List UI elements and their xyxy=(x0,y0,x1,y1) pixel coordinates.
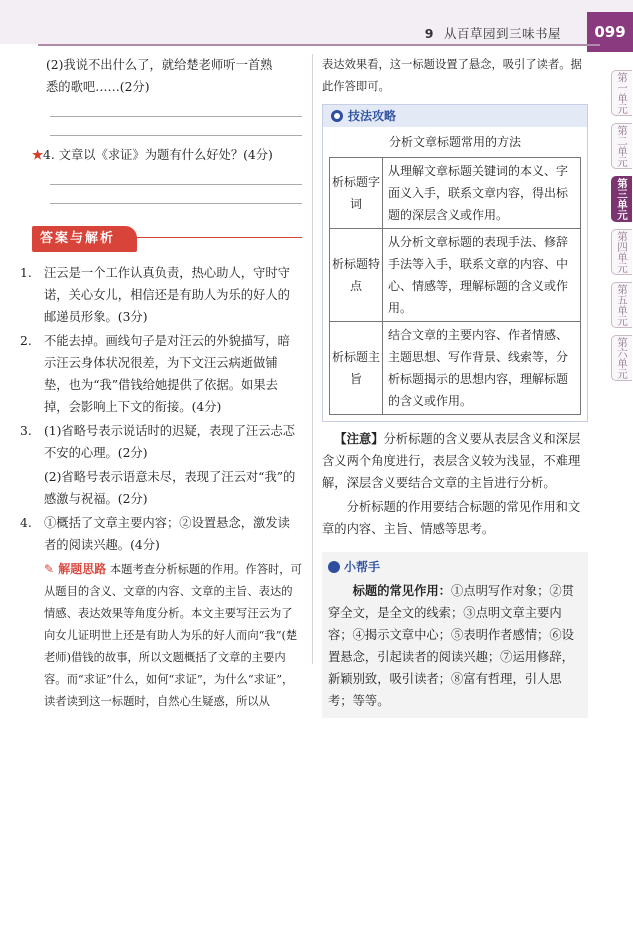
tab-unit-2[interactable]: 第二单元 xyxy=(611,123,632,169)
running-header xyxy=(425,24,561,42)
question-2-line-2: 悉的歌吧……(2分) xyxy=(46,80,150,94)
tab-unit-1[interactable]: 第一单元 xyxy=(611,70,632,116)
answer-item: (2)省略号表示语意未尽，表现了汪云对“我”的感激与祝福。(2分) xyxy=(44,470,296,506)
answer-blank-line[interactable] xyxy=(50,135,302,136)
question-2-line-1: (2)我说不出什么了，就给楚老师听一首熟 xyxy=(46,58,273,72)
lesson-title: 从百草园到三味书屋 xyxy=(443,26,561,41)
tab-unit-3[interactable]: 第三单元 xyxy=(611,176,632,222)
method-table xyxy=(329,157,581,415)
tab-unit-4[interactable]: 第四单元 xyxy=(611,229,632,275)
answer-item: 4. ①概括了文章主要内容；②设置悬念，激发读者的阅读兴趣。(4分) xyxy=(20,516,290,552)
tip-continuation: 表达效果看，这一标题设置了悬念，吸引了读者。据此作答即可。 xyxy=(322,58,582,93)
unit-tabs xyxy=(611,70,633,388)
note-text: 分析标题的含义要从表层含义和深层含义两个角度进行，表层含义较为浅显，不难理解，深层含义要结合文章的主旨进行分析。 xyxy=(322,432,581,490)
note-paragraph-2: 分析标题的作用要结合标题的常见作用和文章的内容、主旨、情感等思考。 xyxy=(322,500,581,536)
answers-banner xyxy=(32,204,302,262)
page-number: 099 xyxy=(587,12,633,52)
helper-icon xyxy=(328,561,340,573)
section-title: 答案与解析 xyxy=(32,226,137,252)
answer-blank-line[interactable] xyxy=(50,116,302,117)
banner-rule xyxy=(132,237,302,238)
helper-heading: 小帮手 xyxy=(328,556,380,578)
method-box xyxy=(322,104,588,422)
helper-body xyxy=(328,580,580,712)
column-divider xyxy=(312,54,313,664)
note-paragraph xyxy=(322,428,588,494)
table-title: 分析文章标题常用的方法 xyxy=(388,135,521,149)
answer-item: 3. (1)省略号表示说话时的迟疑，表现了汪云忐忑不安的心理。(2分) xyxy=(20,424,296,460)
tab-unit-6[interactable]: 第六单元 xyxy=(611,335,632,381)
helper-text: ①点明写作对象；②贯穿全文，是全文的线索；③点明文章主要内容；④揭示文章中心；⑤表明作者感情；⑥设置悬念，引起读者的阅读兴趣；⑦运用修辞，新颖别致，吸引读者；⑧富有哲理，引人思考；等等。 xyxy=(328,584,574,708)
solution-tip xyxy=(32,558,302,713)
right-column xyxy=(322,54,588,718)
tab-unit-5[interactable]: 第五单元 xyxy=(611,282,632,328)
gear-icon xyxy=(331,110,343,122)
helper-box xyxy=(322,552,588,718)
left-column xyxy=(20,54,302,713)
header-divider xyxy=(38,44,600,46)
pencil-icon: ✎ xyxy=(44,562,59,576)
star-icon: ★ xyxy=(32,147,44,162)
note-tag: 【注意】 xyxy=(334,431,384,446)
helper-lead: 标题的常见作用： xyxy=(352,583,451,598)
lesson-number: 9 xyxy=(424,26,434,41)
method-heading xyxy=(323,105,587,127)
question-4 xyxy=(32,144,302,166)
answer-blank-line[interactable] xyxy=(50,184,302,185)
answer-item: 1. 汪云是一个工作认真负责，热心助人，守时守诺，关心女儿，相信还是有助人为乐的好人的邮递员形象。(3分) xyxy=(20,266,290,324)
table-row: 析标题主旨 结合文章的主要内容、作者情感、主题思想、写作背景、线索等，分析标题揭示的思想内容，理解标题的含义或作用。 xyxy=(330,322,581,415)
method-heading-text: 技法攻略 xyxy=(348,109,397,123)
question-4-text: 4. 文章以《求证》为题有什么好处？(4分) xyxy=(43,148,273,162)
table-row: 析标题字词 从理解文章标题关键词的本义、字面义入手，联系文章内容，得出标题的深层含义或作用。 xyxy=(330,158,581,229)
tip-text: 本题考查分析标题的作用。作答时，可从题目的含义、文章的内容、文章的主旨、表达的情感、表达效果等角度分析。本文主要写汪云为了向女儿证明世上还是有助人为乐的好人而向“我”(楚老师)借钱的故事，所以文题概括了文章的主要内容。而“求证”什么，如何“求证”，为什么“求证”，读者读到这一标题时，自然心生疑惑，所以从 xyxy=(44,563,302,708)
table-row: 析标题特点 从分析文章标题的表现手法、修辞手法等入手，联系文章的内容、中心、情感等，理解标题的含义或作用。 xyxy=(330,229,581,322)
answer-item: 2. 不能去掉。画线句子是对汪云的外貌描写，暗示汪云身体状况很差，为下文汪云病逝做铺垫，也为“我”借钱给她提供了依据。如果去掉，会影响上下文的衔接。(4分) xyxy=(20,334,290,414)
tip-label: 解题思路 xyxy=(58,562,107,576)
